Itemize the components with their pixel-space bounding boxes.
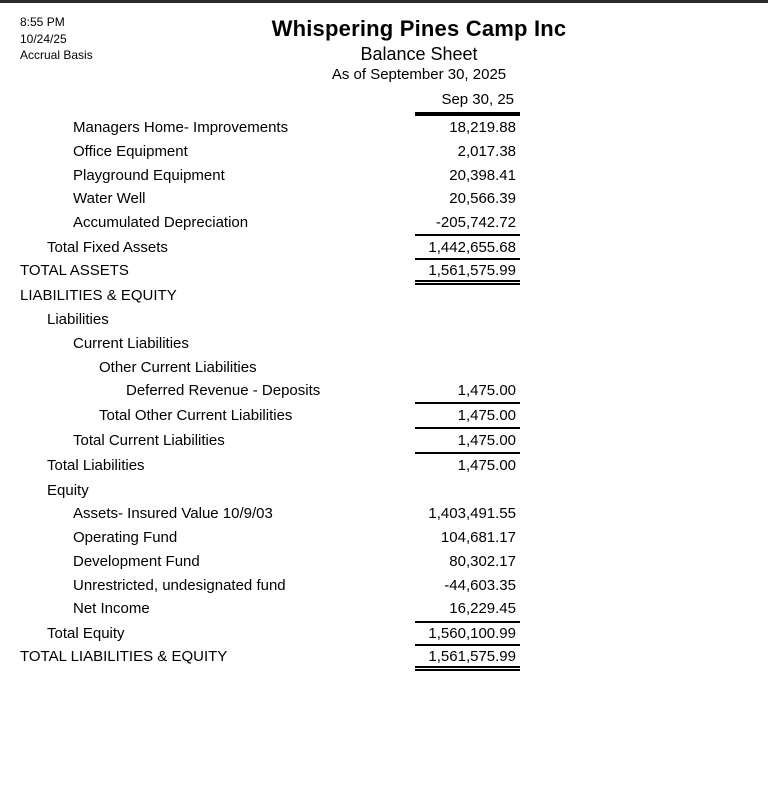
row-label: Net Income — [73, 600, 150, 617]
row-total-liabilities — [0, 456, 768, 480]
subtotal-rule — [415, 452, 520, 454]
row-label: Deferred Revenue - Deposits — [126, 382, 321, 399]
subtotal-rule — [415, 402, 520, 404]
report-title: Balance Sheet — [360, 44, 478, 64]
row-total-equity — [0, 624, 768, 648]
row-accumulated-depreciation — [0, 213, 768, 237]
row-total-current-liabilities — [0, 431, 768, 455]
row-other-current-liabilities-heading — [0, 358, 768, 382]
grand-total-double-rule — [415, 666, 520, 671]
top-border — [0, 0, 768, 3]
subtotal-rule — [415, 258, 520, 260]
row-operating-fund — [0, 528, 768, 552]
row-amount: 104,681.17 — [440, 529, 516, 546]
row-amount: 16,229.45 — [449, 600, 516, 617]
row-net-income — [0, 599, 768, 623]
row-label: Playground Equipment — [73, 167, 225, 184]
row-amount: 80,302.17 — [449, 553, 516, 570]
row-label: Total Current Liabilities — [73, 432, 225, 449]
row-amount: 1,475.00 — [457, 407, 516, 424]
row-label: Accumulated Depreciation — [73, 214, 249, 231]
row-amount: 18,219.88 — [449, 119, 516, 136]
row-amount: -205,742.72 — [435, 214, 516, 231]
row-equity-heading — [0, 481, 768, 505]
row-label: Total Other Current Liabilities — [99, 407, 293, 424]
row-water-well — [0, 189, 768, 213]
row-label: Current Liabilities — [73, 335, 189, 352]
row-label: Liabilities — [47, 311, 109, 328]
row-label: Water Well — [73, 190, 146, 207]
report-run-date: 10/24/25 — [20, 32, 67, 46]
row-amount: 1,475.00 — [457, 432, 516, 449]
row-deferred-revenue-deposits — [0, 381, 768, 405]
row-liabilities-equity-heading — [0, 286, 768, 310]
column-header-period: Sep 30, 25 — [441, 91, 514, 108]
row-label: Total Liabilities — [47, 457, 145, 474]
column-header-rule — [415, 112, 520, 116]
row-total-assets — [0, 261, 768, 285]
row-label: Assets- Insured Value 10/9/03 — [73, 505, 273, 522]
subtotal-rule — [415, 644, 520, 646]
row-label: Office Equipment — [73, 143, 188, 160]
row-label: Operating Fund — [73, 529, 178, 546]
report-time: 8:55 PM — [20, 15, 65, 29]
company-name: Whispering Pines Camp Inc — [271, 16, 567, 41]
row-managers-home-improvements — [0, 118, 768, 142]
row-amount: 2,017.38 — [457, 143, 516, 160]
row-amount: 1,475.00 — [457, 382, 516, 399]
row-label: Other Current Liabilities — [99, 359, 257, 376]
row-label: Total Equity — [47, 625, 125, 642]
row-label: Unrestricted, undesignated fund — [73, 577, 286, 594]
row-unrestricted-undesignated-fund — [0, 576, 768, 600]
row-amount: 1,560,100.99 — [428, 625, 516, 642]
row-label: Equity — [47, 482, 89, 499]
row-label: Development Fund — [73, 553, 200, 570]
row-amount: 1,442,655.68 — [428, 239, 516, 256]
row-label: Managers Home- Improvements — [73, 119, 289, 136]
subtotal-rule — [415, 621, 520, 623]
report-as-of-date: As of September 30, 2025 — [331, 66, 507, 83]
row-amount: 1,561,575.99 — [428, 648, 516, 665]
row-amount: 1,561,575.99 — [428, 262, 516, 279]
row-amount: 1,403,491.55 — [428, 505, 516, 522]
row-amount: 20,398.41 — [449, 167, 516, 184]
row-office-equipment — [0, 142, 768, 166]
row-total-other-current-liabilities — [0, 406, 768, 430]
row-current-liabilities-heading — [0, 334, 768, 358]
report-basis: Accrual Basis — [20, 48, 93, 62]
row-playground-equipment — [0, 166, 768, 190]
subtotal-rule — [415, 234, 520, 236]
row-label: TOTAL ASSETS — [20, 262, 129, 279]
row-total-fixed-assets — [0, 238, 768, 262]
row-development-fund — [0, 552, 768, 576]
row-amount: -44,603.35 — [444, 577, 516, 594]
row-label: TOTAL LIABILITIES & EQUITY — [20, 648, 228, 665]
row-label: Total Fixed Assets — [47, 239, 168, 256]
row-label: LIABILITIES & EQUITY — [20, 287, 177, 304]
row-liabilities-heading — [0, 310, 768, 334]
row-total-liabilities-and-equity — [0, 647, 768, 671]
row-amount: 1,475.00 — [457, 457, 516, 474]
subtotal-rule — [415, 427, 520, 429]
grand-total-double-rule — [415, 280, 520, 285]
row-amount: 20,566.39 — [449, 190, 516, 207]
row-assets-insured-value — [0, 504, 768, 528]
